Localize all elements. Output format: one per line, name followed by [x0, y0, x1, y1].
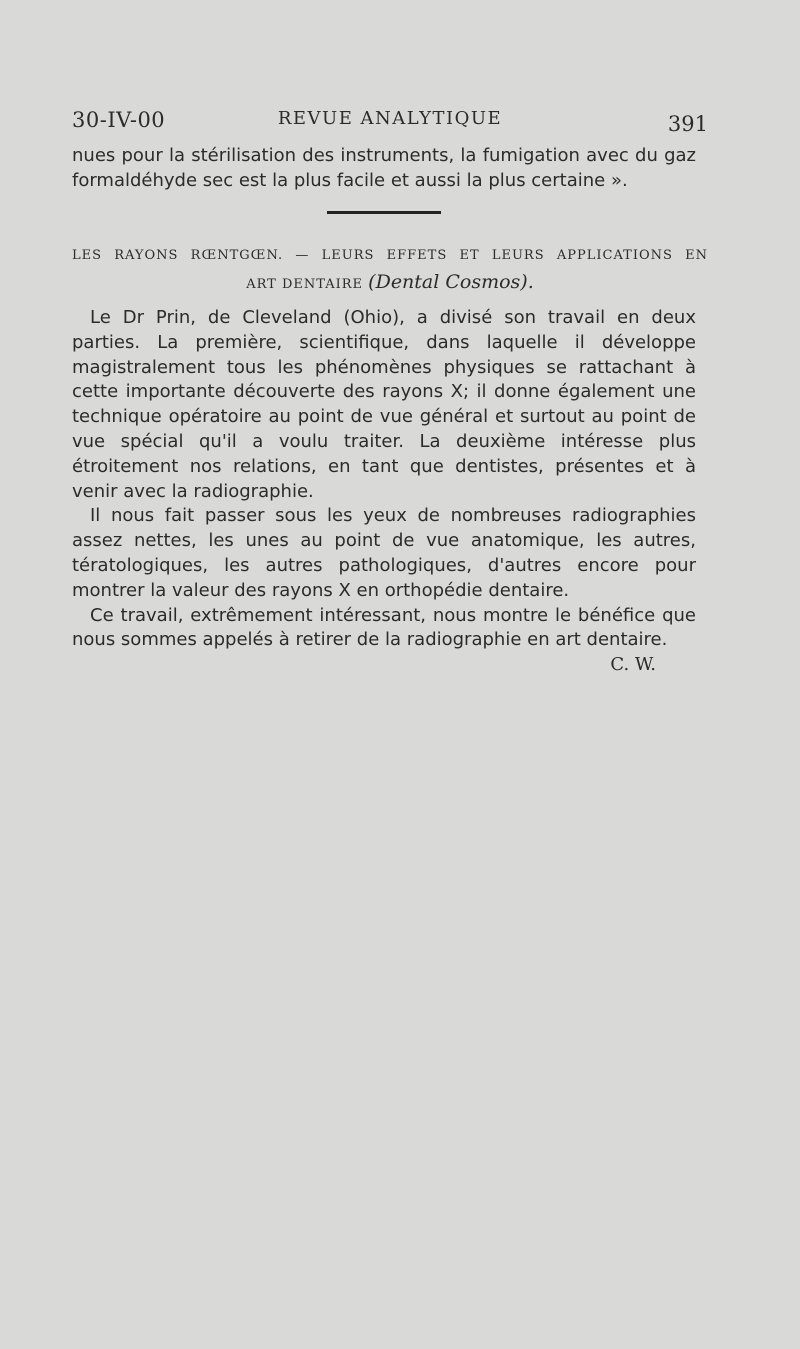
- section-heading: [72, 243, 708, 298]
- section-heading-topic: ART DENTAIRE: [246, 277, 364, 292]
- section-heading-line2: [72, 269, 708, 298]
- paragraph: Ce travail, extrêmement intéressant, nous montre le bénéfice que nous sommes appelés à retirer de la radiographie en art dentaire.: [72, 604, 696, 651]
- paragraph: Le Dr Prin, de Cleveland (Ohio), a divisé son travail en deux parties. La première, scientifique, dans laquelle il développe magistralement tous les phénomènes physiques se rattachant à cette importante découverte des rayons X; il donne également une technique opératoire au point de vue général et surtout au point de vue spécial qu'il a voulu traiter. La deuxième intéresse plus étroitement nos relations, en tant que dentistes, présentes et à venir avec la radiographie.: [72, 307, 696, 502]
- continued-paragraph: [72, 144, 696, 194]
- header-title: REVUE ANALYTIQUE: [277, 108, 503, 129]
- section-source: (Dental Cosmos).: [368, 271, 534, 293]
- article-body: [72, 306, 696, 678]
- section-divider: [327, 211, 441, 214]
- header-date: 30-IV-00: [72, 108, 166, 132]
- running-header: [72, 108, 708, 138]
- section-heading-line1: LES RAYONS RŒNTGŒN. — LEURS EFFETS ET LEURS APPLICATIONS EN: [72, 248, 708, 263]
- page-number: 391: [667, 112, 708, 136]
- signature: C. W.: [610, 654, 656, 676]
- continued-text: nues pour la stérilisation des instruments, la fumigation avec du gaz formaldéhyde sec est la plus facile et aussi la plus certaine ».: [72, 145, 696, 191]
- paragraph: Il nous fait passer sous les yeux de nombreuses radiographies assez nettes, les unes au point de vue anatomique, les autres, tératologiques, les autres pathologiques, d'autres encore pour montrer la valeur des rayons X en orthopédie dentaire.: [72, 505, 696, 601]
